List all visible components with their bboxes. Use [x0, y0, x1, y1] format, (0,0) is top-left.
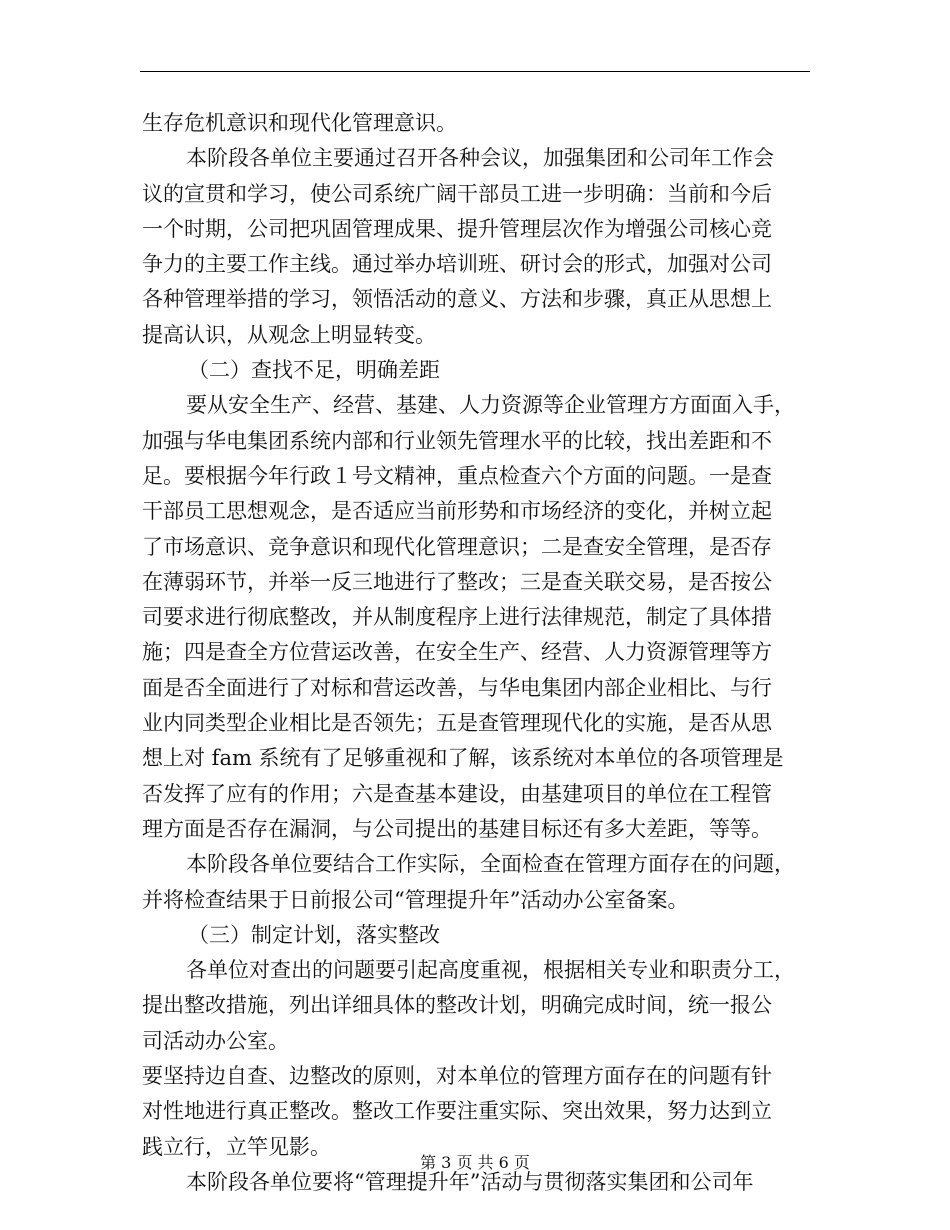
- text-line: 干部员工思想观念，是否适应当前形势和市场经济的变化，并树立起: [142, 499, 772, 524]
- text-line: 面是否全面进行了对标和营运改善，与华电集团内部企业相比、与行: [142, 675, 772, 700]
- page-number: 第 3 页 共 6 页: [420, 1153, 530, 1172]
- text-line: 施；四是查全方位营运改善，在安全生产、经营、人力资源管理等方: [142, 640, 772, 665]
- text-line: 本阶段各单位要结合工作实际，全面检查在管理方面存在的问题，: [186, 852, 795, 877]
- document-body: [142, 106, 810, 1200]
- text-line: 要从安全生产、经营、基建、人力资源等企业管理方方面面入手，: [186, 393, 795, 418]
- text-line: 对性地进行真正整改。整改工作要注重实际、突出效果，努力达到立: [142, 1099, 772, 1124]
- text-line: 争力的主要工作主线。通过举办培训班、研讨会的形式，加强对公司: [142, 252, 772, 277]
- text-line: 一个时期，公司把巩固管理成果、提升管理层次作为增强公司核心竞: [142, 216, 772, 241]
- text-line: 生存危机意识和现代化管理意识。: [142, 111, 457, 135]
- text-line: 司要求进行彻底整改，并从制度程序上进行法律规范，制定了具体措: [142, 605, 772, 630]
- text-line: 想上对 fam 系统有了足够重视和了解，该系统对本单位的各项管理是: [142, 746, 784, 771]
- text-line: 各种管理举措的学习，领悟活动的意义、方法和步骤，真正从思想上: [142, 287, 772, 312]
- text-line: 理方面是否存在漏洞，与公司提出的基建目标还有多大差距，等等。: [142, 816, 772, 841]
- text-line: 本阶段各单位要将“管理提升年”活动与贯彻落实集团和公司年: [186, 1169, 754, 1194]
- text-line: 在薄弱环节，并举一反三地进行了整改；三是查关联交易，是否按公: [142, 569, 772, 594]
- text-line: 业内同类型企业相比是否领先；五是查管理现代化的实施，是否从思: [142, 711, 772, 736]
- text-line: 各单位对查出的问题要引起高度重视，根据相关专业和职责分工，: [186, 958, 795, 983]
- text-line: （二）查找不足，明确差距: [188, 358, 440, 383]
- text-line: 司活动办公室。: [142, 1028, 289, 1053]
- text-line: 本阶段各单位主要通过召开各种会议，加强集团和公司年工作会: [186, 146, 774, 171]
- text-line: 议的宣贯和学习，使公司系统广阔干部员工进一步明确：当前和今后: [142, 181, 772, 206]
- text-line: 提出整改措施，列出详细具体的整改计划，明确完成时间，统一报公: [142, 993, 772, 1018]
- text-line: 要坚持边自查、边整改的原则，对本单位的管理方面存在的问题有针: [142, 1064, 772, 1089]
- text-line: （三）制定计划，落实整改: [188, 922, 440, 947]
- text-line: 践立行，立竿见影。: [142, 1134, 331, 1159]
- text-line: 否发挥了应有的作用；六是查基本建设，由基建项目的单位在工程管: [142, 781, 772, 806]
- header-rule: [140, 71, 810, 72]
- text-line: 加强与华电集团系统内部和行业领先管理水平的比较，找出差距和不: [142, 428, 772, 453]
- text-line: 足。要根据今年行政１号文精神，重点检查六个方面的问题。一是查: [142, 463, 772, 488]
- text-line: 并将检查结果于日前报公司“管理提升年”活动办公室备案。: [142, 887, 689, 912]
- text-line: 提高认识，从观念上明显转变。: [142, 322, 436, 347]
- text-line: 了市场意识、竞争意识和现代化管理意识；二是查安全管理，是否存: [142, 534, 772, 559]
